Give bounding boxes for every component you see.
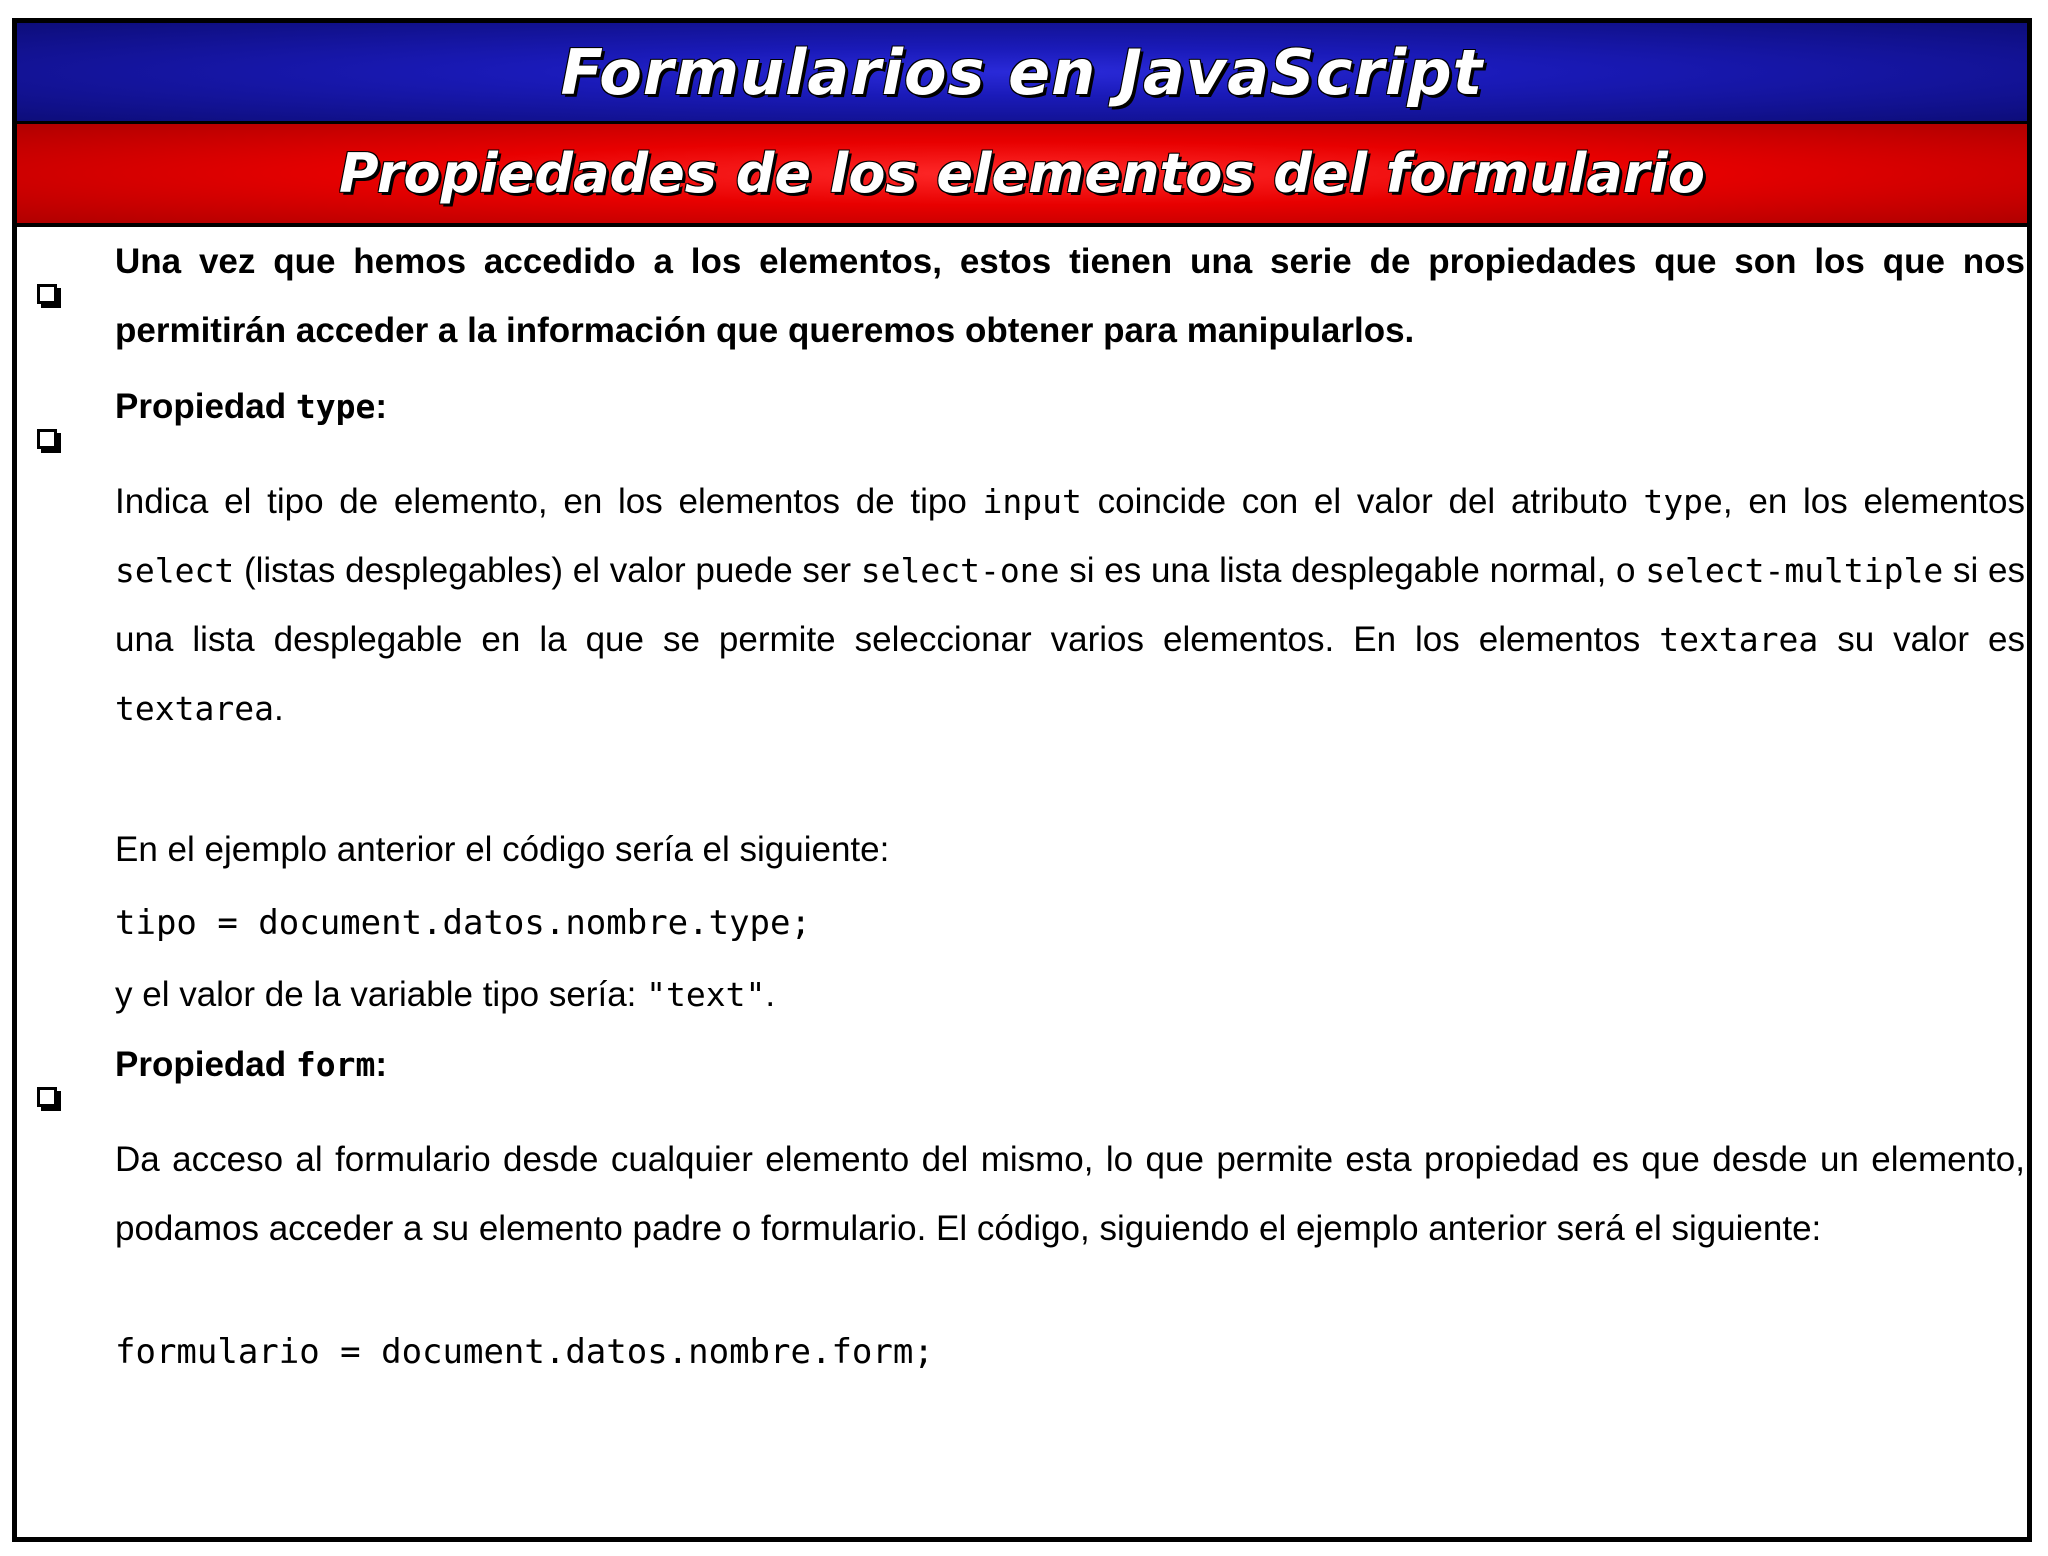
page-title: Formularios en JavaScript	[560, 35, 1484, 109]
checkbox-bullet-icon	[37, 1087, 57, 1107]
code-run: type	[1643, 482, 1723, 521]
text-run: Indica el tipo de elemento, en los elementos de tipo	[115, 482, 983, 521]
title-banner	[17, 23, 2027, 124]
text-run: si es una lista desplegable en la que se permite seleccionar varios elementos. En los elementos	[115, 551, 2025, 659]
type-result	[115, 960, 2025, 1029]
code-run: select	[115, 551, 235, 590]
form-description: Da acceso al formulario desde cualquier elemento del mismo, lo que permite esta propiedad es que desde un elemento, podamos acceder a su elemento padre o formulario. El código, siguiendo el ejemplo anterior será el siguiente:	[115, 1140, 2025, 1248]
text-run: y el valor de la variable tipo sería:	[115, 975, 647, 1014]
form-code-line: formulario = document.datos.nombre.form;	[115, 1332, 934, 1372]
text-run: coincide con el valor del atributo	[1081, 482, 1644, 521]
slide	[12, 18, 2032, 1542]
text-run: si es una lista desplegable normal, o	[1059, 551, 1646, 590]
type-code-line: tipo = document.datos.nombre.type;	[115, 903, 811, 943]
text-run: (listas desplegables) el valor puede ser	[234, 551, 861, 590]
code-run: select-multiple	[1645, 551, 1944, 590]
heading-colon: :	[375, 1045, 388, 1084]
checkbox-bullet-icon	[37, 284, 57, 304]
checkbox-bullet-icon	[37, 429, 57, 449]
text-run: .	[273, 689, 284, 728]
code-run: select-one	[860, 551, 1060, 590]
code-run: textarea	[1659, 620, 1819, 659]
text-run: su valor es	[1818, 620, 2025, 659]
page-subtitle: Propiedades de los elementos del formulario	[338, 142, 1706, 205]
code-run: "text"	[646, 975, 766, 1014]
form-heading	[115, 1030, 2025, 1099]
content-area	[17, 227, 2027, 1537]
subtitle-banner	[17, 124, 2027, 227]
heading-code: type	[295, 387, 376, 426]
code-run: input	[982, 482, 1082, 521]
code-run: textarea	[115, 689, 274, 728]
type-example-intro: En el ejemplo anterior el código sería el siguiente:	[115, 830, 890, 869]
heading-code: form	[295, 1045, 376, 1084]
text-run: , en los elementos	[1722, 482, 2025, 521]
text-run: .	[765, 975, 776, 1014]
type-heading	[115, 372, 2025, 441]
heading-text: Propiedad	[115, 387, 296, 426]
intro-paragraph: Una vez que hemos accedido a los elementos, estos tienen una serie de propiedades que son los que nos permitirán acceder a la información que queremos obtener para manipularlos.	[115, 242, 2025, 350]
type-description	[115, 467, 2025, 743]
heading-text: Propiedad	[115, 1045, 296, 1084]
heading-colon: :	[375, 387, 388, 426]
